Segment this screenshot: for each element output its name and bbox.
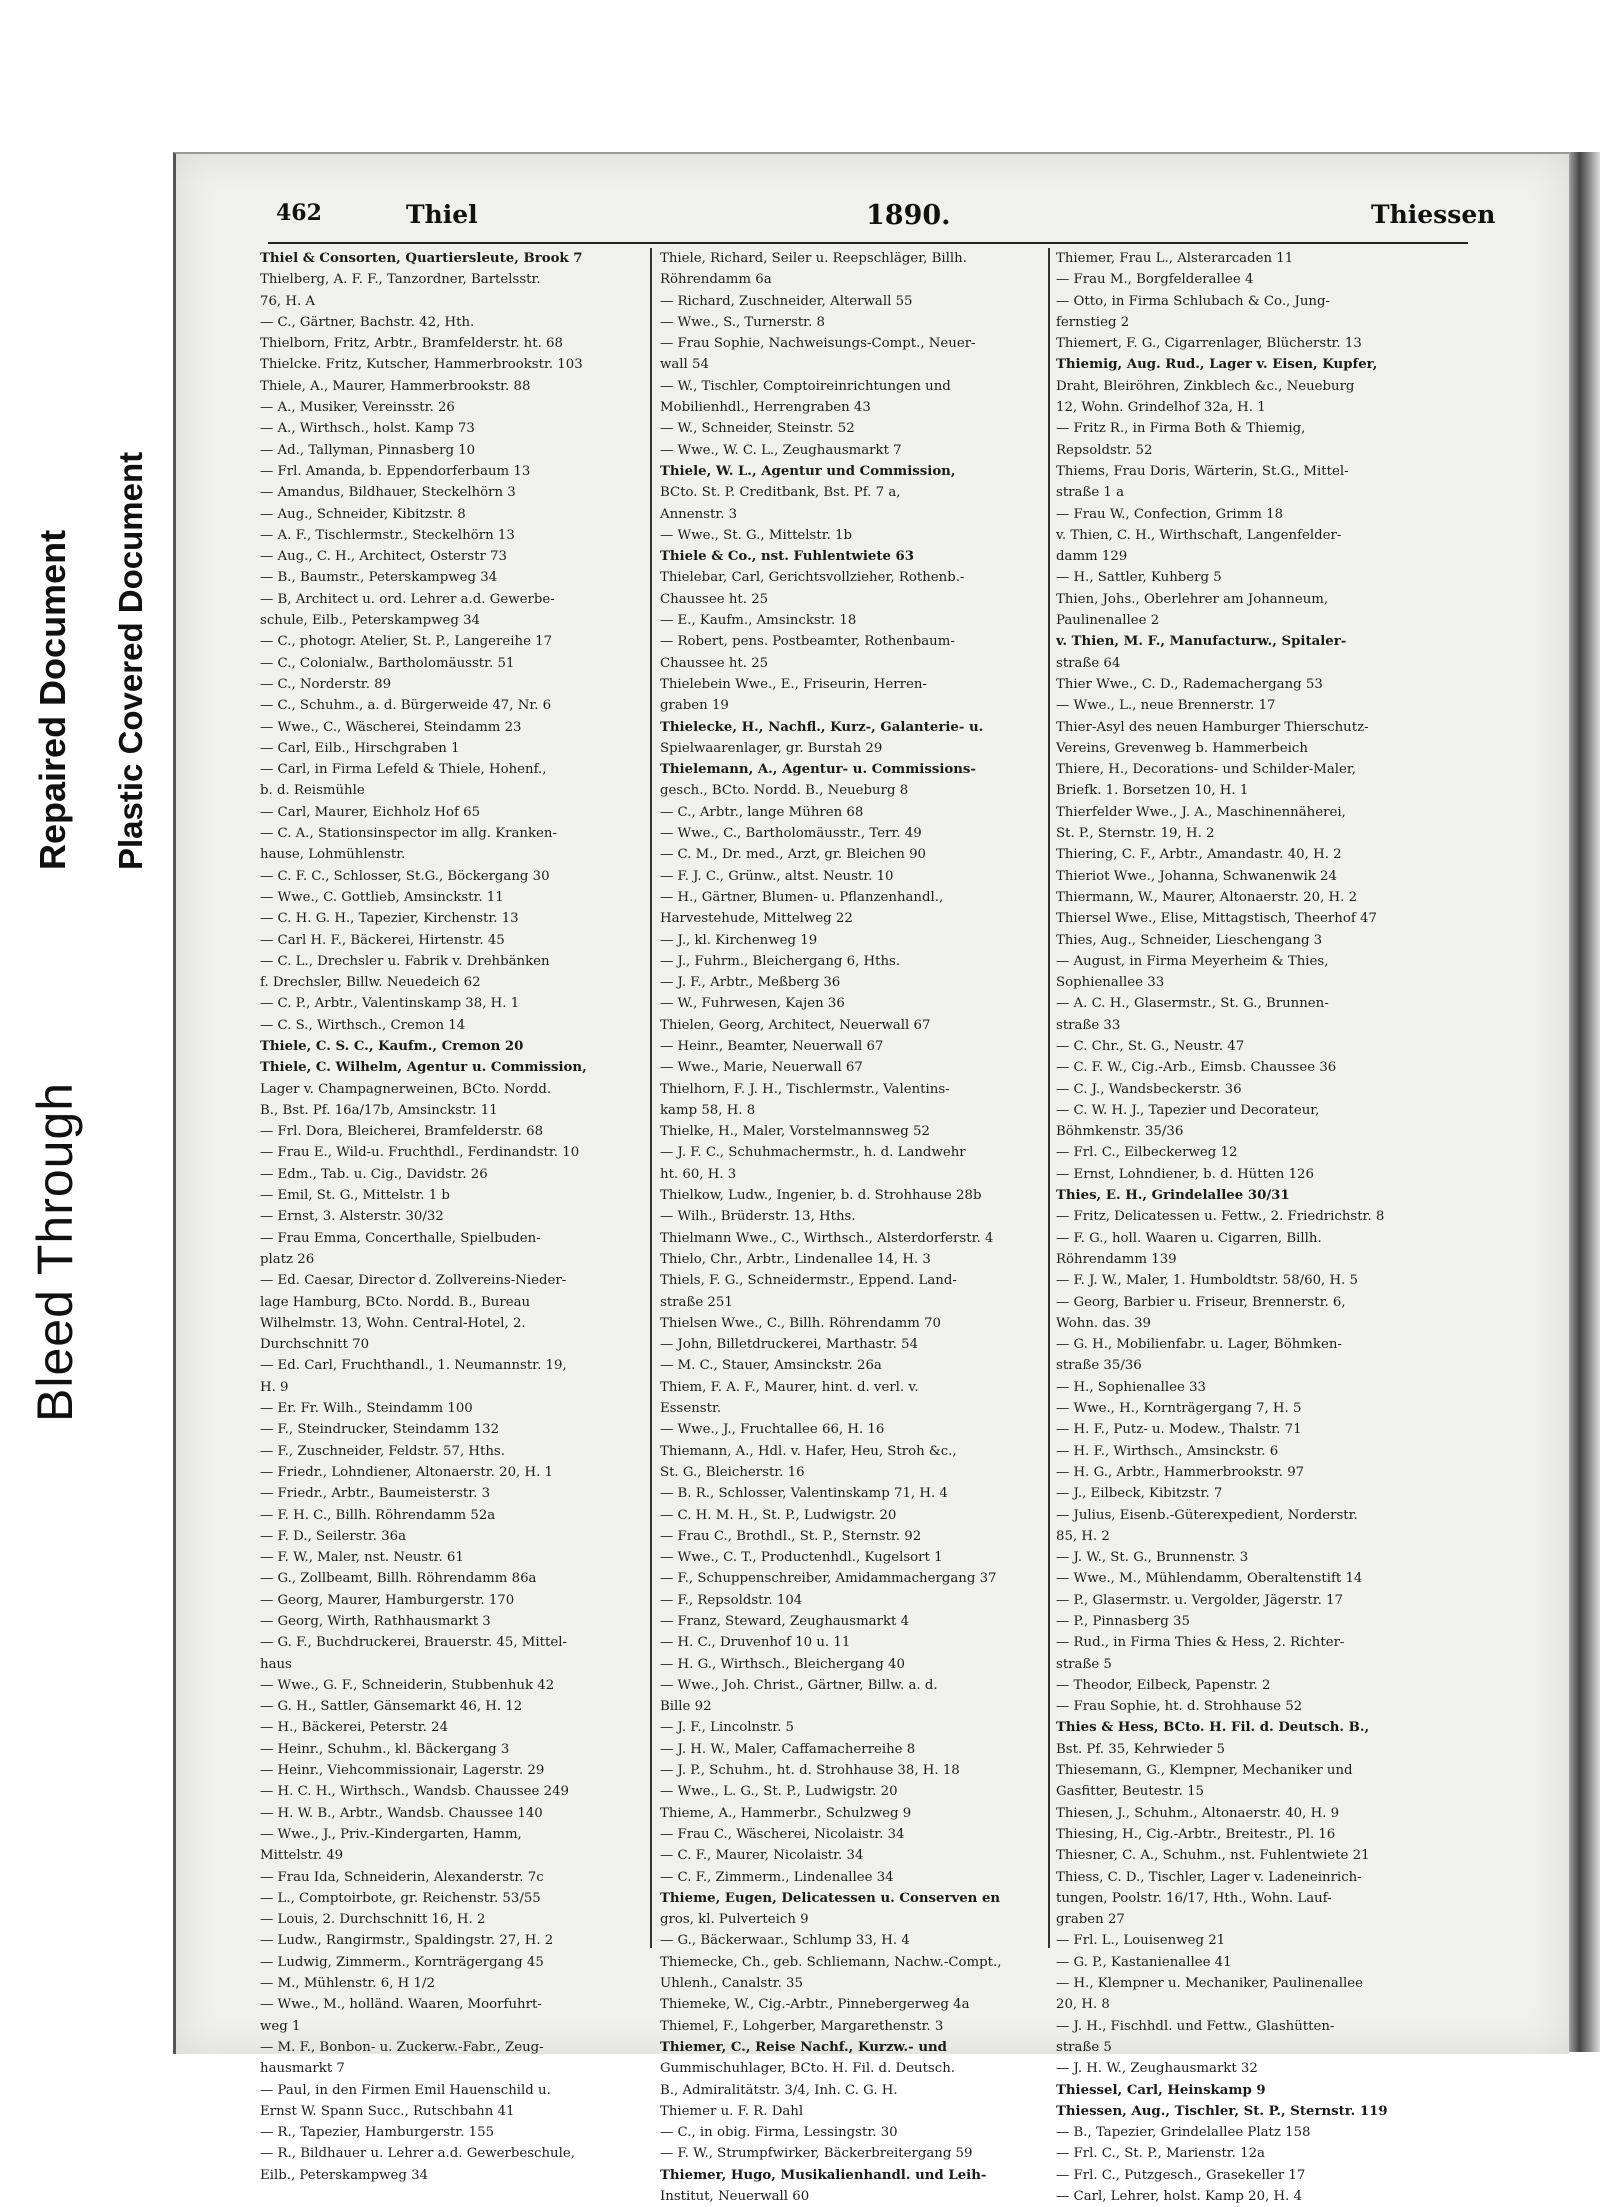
directory-entry: Mittelstr. 49 [260, 1848, 344, 1864]
directory-entry: Bille 92 [660, 1699, 712, 1715]
directory-entry: — Er. Fr. Wilh., Steindamm 100 [260, 1401, 473, 1417]
directory-entry: Röhrendamm 6a [660, 272, 772, 288]
directory-entry: — A., Musiker, Vereinsstr. 26 [260, 400, 455, 416]
directory-entry: — W., Tischler, Comptoireinrichtungen und [660, 378, 951, 394]
directory-entry: — Ludwig, Zimmerm., Kornträgergang 45 [260, 1954, 544, 1970]
directory-entry: — Ernst, 3. Alsterstr. 30/32 [260, 1209, 444, 1225]
directory-entry: — G. P., Kastanienallee 41 [1056, 1954, 1232, 1970]
directory-entry: — Ad., Tallyman, Pinnasberg 10 [260, 442, 476, 458]
directory-entry: — F. G., holl. Waaren u. Cigarren, Billh. [1056, 1230, 1322, 1246]
directory-entry: — Ludw., Rangirmstr., Spaldingstr. 27, H. 2 [260, 1933, 554, 1949]
directory-entry: — H., Sophienallee 33 [1056, 1379, 1206, 1395]
directory-entry: Sophienallee 33 [1056, 975, 1165, 991]
directory-entry: Thielcke. Fritz, Kutscher, Hammerbrookstr. 103 [260, 357, 583, 373]
directory-entry: Thier Wwe., C. D., Rademachergang 53 [1056, 676, 1323, 692]
directory-entry: fernstieg 2 [1056, 314, 1130, 330]
directory-entry: Thiels, F. G., Schneidermstr., Eppend. Land- [660, 1273, 957, 1289]
directory-entry: — H., Bäckerei, Peterstr. 24 [260, 1720, 449, 1736]
directory-entry: — H., Gärtner, Blumen- u. Pflanzenhandl., [660, 889, 944, 905]
directory-entry: Thies, Aug., Schneider, Lieschengang 3 [1056, 932, 1323, 948]
directory-entry: — G., Zollbeamt, Billh. Röhrendamm 86a [260, 1571, 537, 1587]
directory-entry: — Wwe., M., Mühlendamm, Oberaltenstift 14 [1056, 1571, 1363, 1587]
directory-entry: — Wwe., H., Kornträgergang 7, H. 5 [1056, 1401, 1302, 1417]
directory-entry: Thiemer, Hugo, Musikalienhandl. und Leih- [660, 2167, 987, 2183]
directory-entry: Thiesner, C. A., Schuhm., nst. Fuhlentwiete 21 [1056, 1848, 1370, 1864]
directory-entry: Thielborn, Fritz, Arbtr., Bramfelderstr. ht. 68 [260, 336, 563, 352]
directory-entry: — C., in obig. Firma, Lessingstr. 30 [660, 2125, 898, 2141]
directory-entry: Thiemert, F. G., Cigarrenlager, Blücherstr. 13 [1056, 336, 1362, 352]
directory-entry: 20, H. 8 [1056, 1997, 1110, 2013]
directory-entry: — Otto, in Firma Schlubach & Co., Jung- [1056, 293, 1330, 309]
side-labels [0, 0, 170, 2177]
directory-entry: — Frau Sophie, ht. d. Strohhause 52 [1056, 1699, 1303, 1715]
directory-entry: — C. W. H. J., Tapezier und Decorateur, [1056, 1102, 1320, 1118]
directory-entry: Thiems, Frau Doris, Wärterin, St.G., Mittel- [1056, 463, 1349, 479]
directory-entry: — G. H., Sattler, Gänsemarkt 46, H. 12 [260, 1699, 523, 1715]
directory-entry: — Frau Sophie, Nachweisungs-Compt., Neuer- [660, 336, 976, 352]
directory-entry: b. d. Reismühle [260, 783, 365, 799]
directory-entry: — Georg, Barbier u. Friseur, Brennerstr. 6, [1056, 1294, 1346, 1310]
directory-entry: — M. F., Bonbon- u. Zuckerw.-Fabr., Zeug- [260, 2039, 544, 2055]
page-number: 462 [276, 200, 322, 226]
directory-entry: — C., Colonialw., Bartholomäusstr. 51 [260, 655, 515, 671]
directory-entry: — P., Glasermstr. u. Vergolder, Jägerstr. 17 [1056, 1592, 1343, 1608]
directory-entry: Bst. Pf. 35, Kehrwieder 5 [1056, 1741, 1225, 1757]
directory-entry: Thiele, W. L., Agentur und Commission, [660, 463, 956, 479]
directory-entry: — Carl H. F., Bäckerei, Hirtenstr. 45 [260, 932, 505, 948]
directory-entry: — Carl, Maurer, Eichholz Hof 65 [260, 804, 481, 820]
directory-entry: 76, H. A [260, 293, 316, 309]
directory-entry: Thies & Hess, BCto. H. Fil. d. Deutsch. B., [1056, 1720, 1370, 1736]
directory-entry: St. P., Sternstr. 19, H. 2 [1056, 826, 1215, 842]
directory-entry: — Fritz, Delicatessen u. Fettw., 2. Friedrichstr. 8 [1056, 1209, 1385, 1225]
directory-entry: — J., Fuhrm., Bleichergang 6, Hths. [660, 953, 901, 969]
directory-entry: — W., Fuhrwesen, Kajen 36 [660, 996, 845, 1012]
directory-entry: — G., Bäckerwaar., Schlump 33, H. 4 [660, 1933, 910, 1949]
directory-entry: — J. H. W., Maler, Caffamacherreihe 8 [660, 1741, 916, 1757]
directory-entry: — J. P., Schuhm., ht. d. Strohhause 38, H. 18 [660, 1763, 960, 1779]
directory-entry: — H., Sattler, Kuhberg 5 [1056, 570, 1222, 586]
directory-entry: Thielke, H., Maler, Vorstelmannsweg 52 [660, 1124, 930, 1140]
directory-entry: — Frau E., Wild-u. Fruchthdl., Ferdinandstr. 10 [260, 1145, 580, 1161]
directory-entry: — Heinr., Viehcommissionair, Lagerstr. 29 [260, 1763, 545, 1779]
directory-entry: Paulinenallee 2 [1056, 613, 1160, 629]
directory-entry: Ernst W. Spann Succ., Rutschbahn 41 [260, 2103, 515, 2119]
directory-entry: — F. H. C., Billh. Röhrendamm 52a [260, 1507, 496, 1523]
directory-entry: Thiemel, F., Lohgerber, Margarethenstr. 3 [660, 2018, 944, 2034]
directory-entry: Lager v. Champagnerweinen, BCto. Nordd. [260, 1081, 552, 1097]
directory-entry: damm 129 [1056, 549, 1128, 565]
directory-entry: Thiemeke, W., Cig.-Arbtr., Pinnebergerweg 4a [660, 1997, 970, 2013]
directory-entry: straße 5 [1056, 2039, 1112, 2055]
directory-entry: Thiessel, Carl, Heinskamp 9 [1056, 2082, 1266, 2098]
directory-entry: — G. H., Mobilienfabr. u. Lager, Böhmken- [1056, 1337, 1342, 1353]
directory-entry: Thien, Johs., Oberlehrer am Johanneum, [1056, 591, 1329, 607]
directory-entry: — Wwe., C., Wäscherei, Steindamm 23 [260, 719, 522, 735]
directory-entry: Thieme, A., Hammerbr., Schulzweg 9 [660, 1805, 912, 1821]
directory-entry: — F., Zuschneider, Feldstr. 57, Hths. [260, 1443, 505, 1459]
directory-entry: straße 35/36 [1056, 1358, 1142, 1374]
directory-entry: — Georg, Maurer, Hamburgerstr. 170 [260, 1592, 515, 1608]
directory-entry: — Friedr., Arbtr., Baumeisterstr. 3 [260, 1486, 491, 1502]
directory-entry: — Theodor, Eilbeck, Papenstr. 2 [1056, 1677, 1271, 1693]
directory-entry: Eilb., Peterskampweg 34 [260, 2167, 429, 2183]
directory-entry: — B. R., Schlosser, Valentinskamp 71, H. 4 [660, 1486, 948, 1502]
directory-entry: Thielmann Wwe., C., Wirthsch., Alsterdorferstr. 4 [660, 1230, 994, 1246]
directory-entry: St. G., Bleicherstr. 16 [660, 1464, 805, 1480]
directory-column-3 [1056, 248, 1436, 2207]
directory-entry: Thiermann, W., Maurer, Altonaerstr. 20, H. 2 [1056, 889, 1358, 905]
directory-entry: — Carl, in Firma Lefeld & Thiele, Hohenf., [260, 762, 547, 778]
directory-entry: — J. H. W., Zeughausmarkt 32 [1056, 2061, 1258, 2077]
directory-entry: — C. L., Drechsler u. Fabrik v. Drehbänken [260, 953, 550, 969]
directory-entry: — August, in Firma Meyerheim & Thies, [1056, 953, 1329, 969]
directory-entry: Thiele, C. Wilhelm, Agentur u. Commission, [260, 1060, 587, 1076]
directory-entry: Thielsen Wwe., C., Billh. Röhrendamm 70 [660, 1315, 941, 1331]
directory-entry: Thiessen, Aug., Tischler, St. P., Sternstr. 119 [1056, 2103, 1388, 2119]
directory-entry: — B., Baumstr., Peterskampweg 34 [260, 570, 498, 586]
header-left-keyword: Thiel [406, 200, 478, 229]
directory-entry: — F. J. C., Grünw., altst. Neustr. 10 [660, 868, 894, 884]
directory-entry: — J. H., Fischhdl. und Fettw., Glashütten- [1056, 2018, 1335, 2034]
directory-entry: Thiel & Consorten, Quartiersleute, Brook 7 [260, 251, 583, 266]
directory-entry: f. Drechsler, Billw. Neuedeich 62 [260, 975, 481, 991]
directory-entry: Thier-Asyl des neuen Hamburger Thierschutz- [1056, 719, 1369, 735]
directory-entry: — B., Tapezier, Grindelallee Platz 158 [1056, 2125, 1311, 2141]
directory-entry: — F., Repsoldstr. 104 [660, 1592, 803, 1608]
directory-entry: — Georg, Wirth, Rathhausmarkt 3 [260, 1614, 491, 1629]
directory-entry: — J. W., St. G., Brunnenstr. 3 [1056, 1550, 1249, 1566]
directory-entry: — C. F. W., Cig.-Arb., Eimsb. Chaussee 36 [1056, 1060, 1337, 1076]
directory-entry: Chaussee ht. 25 [660, 655, 769, 671]
directory-entry: — Richard, Zuschneider, Alterwall 55 [660, 293, 913, 309]
directory-entry: Essenstr. [660, 1401, 722, 1417]
directory-entry: Briefk. 1. Borsetzen 10, H. 1 [1056, 783, 1249, 799]
directory-entry: Thiemer, C., Reise Nachf., Kurzw.- und [660, 2039, 947, 2055]
directory-entry: Böhmkenstr. 35/36 [1056, 1124, 1184, 1140]
directory-entry: — C. S., Wirthsch., Cremon 14 [260, 1017, 466, 1033]
directory-entry: — Carl, Lehrer, holst. Kamp 20, H. 4 [1056, 2189, 1303, 2205]
directory-entry: 85, H. 2 [1056, 1528, 1110, 1544]
directory-entry: ht. 60, H. 3 [660, 1166, 737, 1182]
directory-entry: — H. G., Wirthsch., Bleichergang 40 [660, 1656, 905, 1672]
directory-entry: — Frau M., Borgfelderallee 4 [1056, 272, 1254, 288]
directory-entry: — J. F., Arbtr., Meßberg 36 [660, 975, 841, 991]
directory-entry: — Ernst, Lohndiener, b. d. Hütten 126 [1056, 1166, 1314, 1182]
directory-entry: — E., Kaufm., Amsinckstr. 18 [660, 613, 857, 629]
directory-entry: — Wwe., St. G., Mittelstr. 1b [660, 527, 853, 543]
directory-entry: Thielen, Georg, Architect, Neuerwall 67 [660, 1017, 931, 1033]
directory-entry: Draht, Bleiröhren, Zinkblech &c., Neueburg [1056, 378, 1355, 394]
directory-entry: Thiering, C. F., Arbtr., Amandastr. 40, H. 2 [1056, 847, 1342, 863]
directory-entry: — J. F., Lincolnstr. 5 [660, 1720, 795, 1736]
directory-entry: Thiele & Co., nst. Fuhlentwiete 63 [660, 549, 915, 565]
directory-entry: Thiele, A., Maurer, Hammerbrookstr. 88 [260, 378, 531, 394]
directory-entry: — C. H. G. H., Tapezier, Kirchenstr. 13 [260, 911, 519, 927]
directory-entry: — Heinr., Schuhm., kl. Bäckergang 3 [260, 1741, 510, 1757]
directory-entry: Spielwaarenlager, gr. Burstah 29 [660, 740, 883, 756]
directory-entry: — M., Mühlenstr. 6, H 1/2 [260, 1976, 435, 1992]
directory-entry: — Ed. Caesar, Director d. Zollvereins-Nieder- [260, 1273, 567, 1289]
directory-entry: Thielecke, H., Nachfl., Kurz-, Galanterie- u. [660, 719, 984, 735]
directory-entry: — Paul, in den Firmen Emil Hauenschild u. [260, 2082, 551, 2098]
directory-entry: Thielo, Chr., Arbtr., Lindenallee 14, H. 3 [660, 1251, 931, 1267]
directory-entry: 12, Wohn. Grindelhof 32a, H. 1 [1056, 400, 1266, 416]
directory-entry: — C. F. C., Schlosser, St.G., Böckergang 30 [260, 868, 550, 884]
directory-entry: — C. P., Arbtr., Valentinskamp 38, H. 1 [260, 996, 520, 1012]
directory-entry: — H. W. B., Arbtr., Wandsb. Chaussee 140 [260, 1805, 543, 1821]
directory-entry: kamp 58, H. 8 [660, 1102, 756, 1118]
directory-entry: Thiesen, J., Schuhm., Altonaerstr. 40, H. 9 [1056, 1805, 1340, 1821]
directory-entry: — A. C. H., Glasermstr., St. G., Brunnen- [1056, 996, 1329, 1012]
directory-entry: — C. F., Zimmerm., Lindenallee 34 [660, 1869, 894, 1885]
directory-entry: — Wwe., J., Fruchtallee 66, H. 16 [660, 1422, 885, 1438]
directory-entry: straße 5 [1056, 1656, 1112, 1672]
directory-entry: — Wwe., L. G., St. P., Ludwigstr. 20 [660, 1784, 898, 1800]
directory-entry: Chaussee ht. 25 [660, 591, 769, 607]
directory-entry: — F. W., Strumpfwirker, Bäckerbreitergang 59 [660, 2146, 973, 2162]
directory-entry: — C., Schuhm., a. d. Bürgerweide 47, Nr. 6 [260, 698, 552, 714]
directory-entry: — F., Schuppenschreiber, Amidammachergang 37 [660, 1571, 997, 1587]
directory-entry: Durchschnitt 70 [260, 1337, 370, 1353]
directory-entry: tungen, Poolstr. 16/17, Hth., Wohn. Lauf- [1056, 1890, 1332, 1906]
directory-entry: — Rud., in Firma Thies & Hess, 2. Richter- [1056, 1635, 1345, 1651]
directory-entry: Thieme, Eugen, Delicatessen u. Conserven en [660, 1890, 1001, 1906]
directory-column-2 [660, 248, 1040, 2207]
directory-entry: Thielebar, Carl, Gerichtsvollzieher, Rothenb.- [660, 570, 965, 586]
directory-entry: — Wwe., L., neue Brennerstr. 17 [1056, 698, 1276, 714]
directory-entry: Thiem, F. A. F., Maurer, hint. d. verl. v. [660, 1379, 919, 1395]
directory-entry: — Frl. L., Louisenweg 21 [1056, 1933, 1226, 1949]
directory-entry: — C. A., Stationsinspector im allg. Kranken- [260, 826, 557, 842]
directory-entry: haus [260, 1656, 292, 1672]
directory-entry: — C., Norderstr. 89 [260, 676, 392, 692]
label-repaired-document: Repaired Document [32, 529, 73, 870]
column-divider [650, 248, 652, 1948]
directory-entry: Thiemann, A., Hdl. v. Hafer, Heu, Stroh &c., [660, 1443, 957, 1459]
directory-entry: — W., Schneider, Steinstr. 52 [660, 421, 855, 437]
directory-entry: — J., kl. Kirchenweg 19 [660, 932, 818, 948]
directory-entry: — Frl. C., St. P., Marienstr. 12a [1056, 2146, 1265, 2162]
directory-entry: — C. F., Maurer, Nicolaistr. 34 [660, 1848, 864, 1864]
directory-entry: — Julius, Eisenb.-Güterexpedient, Norderstr. [1056, 1507, 1358, 1523]
directory-entry: straße 33 [1056, 1017, 1121, 1033]
directory-entry: Gummischuhlager, BCto. H. Fil. d. Deutsch. [660, 2061, 955, 2077]
directory-entry: — Robert, pens. Postbeamter, Rothenbaum- [660, 634, 955, 650]
directory-entry: gros, kl. Pulverteich 9 [660, 1912, 809, 1928]
directory-entry: straße 1 a [1056, 485, 1125, 501]
directory-entry: — Heinr., Beamter, Neuerwall 67 [660, 1038, 884, 1054]
directory-entry: — J., Eilbeck, Kibitzstr. 7 [1056, 1486, 1223, 1502]
directory-entry: Harvestehude, Mittelweg 22 [660, 911, 853, 927]
directory-entry: — L., Comptoirbote, gr. Reichenstr. 53/55 [260, 1890, 541, 1906]
directory-entry: — A., Wirthsch., holst. Kamp 73 [260, 421, 475, 437]
directory-entry: Repsoldstr. 52 [1056, 442, 1153, 458]
directory-entry: Thiemer, Frau L., Alsterarcaden 11 [1056, 251, 1294, 266]
directory-entry: — Wwe., G. F., Schneiderin, Stubbenhuk 42 [260, 1677, 555, 1693]
directory-entry: Institut, Neuerwall 60 [660, 2189, 810, 2205]
directory-entry: — Ed. Carl, Fruchthandl., 1. Neumannstr. 19, [260, 1358, 567, 1374]
scanned-page [173, 152, 1569, 2205]
page-header [276, 200, 1496, 244]
directory-entry: Thiesemann, G., Klempner, Mechaniker und [1056, 1763, 1353, 1779]
directory-entry: — C. H. M. H., St. P., Ludwigstr. 20 [660, 1507, 897, 1523]
directory-entry: Thielhorn, F. J. H., Tischlermstr., Valentins- [660, 1081, 950, 1097]
directory-entry: — Aug., Schneider, Kibitzstr. 8 [260, 506, 466, 522]
directory-entry: — Wwe., M., holländ. Waaren, Moorfuhrt- [260, 1997, 542, 2013]
directory-entry: Thielberg, A. F. F., Tanzordner, Bartelsstr. [260, 272, 541, 288]
directory-entry: — M. C., Stauer, Amsinckstr. 26a [660, 1358, 882, 1374]
directory-entry: — John, Billetdruckerei, Marthastr. 54 [660, 1337, 919, 1353]
label-plastic-covered-document: Plastic Covered Document [112, 451, 149, 870]
directory-entry: — Frau Emma, Concerthalle, Spielbuden- [260, 1230, 541, 1246]
directory-entry: — Aug., C. H., Architect, Osterstr 73 [260, 549, 507, 565]
directory-entry: — C., photogr. Atelier, St. P., Langereihe 17 [260, 634, 553, 650]
directory-entry: — F. D., Seilerstr. 36a [260, 1528, 407, 1544]
header-rule [268, 242, 1468, 244]
directory-entry: — B, Architect u. ord. Lehrer a.d. Gewerbe- [260, 591, 555, 607]
directory-entry: Thieriot Wwe., Johanna, Schwanenwik 24 [1056, 868, 1337, 884]
directory-column-1 [260, 248, 640, 2186]
directory-entry: Thiesing, H., Cig.-Arbtr., Breitestr., Pl. 16 [1056, 1826, 1336, 1842]
directory-entry: straße 64 [1056, 655, 1121, 671]
directory-entry: gesch., BCto. Nordd. B., Neueburg 8 [660, 783, 909, 799]
label-bleed-through: Bleed Through [27, 1081, 83, 1422]
directory-entry: Annenstr. 3 [660, 506, 738, 522]
directory-entry: — Frl. Amanda, b. Eppendorferbaum 13 [260, 463, 531, 479]
adjacent-page-edge [1566, 152, 1600, 2052]
directory-entry: lage Hamburg, BCto. Nordd. B., Bureau [260, 1294, 531, 1310]
directory-entry: — C. Chr., St. G., Neustr. 47 [1056, 1038, 1245, 1054]
directory-entry: — H., Klempner u. Mechaniker, Paulinenallee [1056, 1976, 1364, 1992]
directory-entry: — C., Gärtner, Bachstr. 42, Hth. [260, 314, 475, 330]
directory-entry: H. 9 [260, 1379, 289, 1395]
directory-entry: — Wwe., C. T., Productenhdl., Kugelsort 1 [660, 1550, 943, 1566]
directory-entry: — Wwe., J., Priv.-Kindergarten, Hamm, [260, 1826, 522, 1842]
directory-entry: — Wwe., S., Turnerstr. 8 [660, 314, 825, 330]
directory-entry: — A. F., Tischlermstr., Steckelhörn 13 [260, 527, 515, 543]
directory-entry: — Wwe., Joh. Christ., Gärtner, Billw. a. d. [660, 1677, 938, 1693]
directory-entry: weg 1 [260, 2018, 301, 2034]
directory-entry: — Carl, Eilb., Hirschgraben 1 [260, 740, 460, 756]
directory-entry: Uhlenh., Canalstr. 35 [660, 1976, 803, 1992]
directory-entry: — C. M., Dr. med., Arzt, gr. Bleichen 90 [660, 847, 927, 863]
directory-entry: v. Thien, C. H., Wirthschaft, Langenfelder- [1056, 527, 1342, 543]
directory-entry: straße 251 [660, 1294, 733, 1310]
directory-entry: — Franz, Steward, Zeughausmarkt 4 [660, 1614, 910, 1629]
column-divider [1048, 248, 1050, 1948]
directory-entry: Vereins, Grevenweg b. Hammerbeich [1056, 740, 1308, 756]
directory-entry: — G. F., Buchdruckerei, Brauerstr. 45, Mittel- [260, 1635, 567, 1651]
directory-entry: — Amandus, Bildhauer, Steckelhörn 3 [260, 485, 516, 501]
directory-entry: — H. G., Arbtr., Hammerbrookstr. 97 [1056, 1464, 1305, 1480]
directory-entry: — H. F., Putz- u. Modew., Thalstr. 71 [1056, 1422, 1302, 1438]
directory-entry: B., Bst. Pf. 16a/17b, Amsinckstr. 11 [260, 1102, 498, 1118]
directory-entry: — C. J., Wandsbeckerstr. 36 [1056, 1081, 1242, 1097]
header-right-keyword: Thiessen [1371, 200, 1496, 229]
directory-entry: Thiemer u. F. R. Dahl [660, 2103, 804, 2119]
directory-entry: Mobilienhdl., Herrengraben 43 [660, 400, 871, 416]
directory-entry: Thies, E. H., Grindelallee 30/31 [1056, 1188, 1290, 1204]
directory-entry: Thiele, C. S. C., Kaufm., Cremon 20 [260, 1038, 524, 1054]
directory-entry: — Frau C., Wäscherei, Nicolaistr. 34 [660, 1826, 905, 1842]
directory-entry: Thiele, Richard, Seiler u. Reepschläger, Billh. [660, 251, 967, 266]
directory-entry: schule, Eilb., Peterskampweg 34 [260, 613, 481, 629]
directory-entry: — Wwe., Marie, Neuerwall 67 [660, 1060, 863, 1076]
directory-entry: — F. W., Maler, nst. Neustr. 61 [260, 1550, 464, 1566]
directory-entry: — Wwe., W. C. L., Zeughausmarkt 7 [660, 442, 902, 458]
directory-entry: Wilhelmstr. 13, Wohn. Central-Hotel, 2. [260, 1315, 526, 1331]
directory-entry: graben 27 [1056, 1912, 1125, 1928]
directory-entry: Thiemecke, Ch., geb. Schliemann, Nachw.-Compt., [660, 1954, 1002, 1970]
directory-entry: — Friedr., Lohndiener, Altonaerstr. 20, H. 1 [260, 1464, 554, 1480]
header-year: 1890. [866, 200, 951, 231]
directory-entry: Thielemann, A., Agentur- u. Commissions- [660, 762, 976, 778]
directory-entry: Thielebein Wwe., E., Friseurin, Herren- [660, 676, 927, 692]
directory-entry: — Frl. C., Putzgesch., Grasekeller 17 [1056, 2167, 1306, 2183]
directory-entry: — F., Steindrucker, Steindamm 132 [260, 1422, 500, 1438]
directory-entry: — Frau Ida, Schneiderin, Alexanderstr. 7c [260, 1869, 544, 1885]
directory-entry: wall 54 [660, 357, 709, 373]
directory-entry: v. Thien, M. F., Manufacturw., Spitaler- [1056, 634, 1347, 650]
directory-entry: Röhrendamm 139 [1056, 1251, 1177, 1267]
directory-entry: — Emil, St. G., Mittelstr. 1 b [260, 1188, 450, 1204]
directory-entry: — Edm., Tab. u. Cig., Davidstr. 26 [260, 1166, 488, 1182]
directory-entry: — Wwe., C. Gottlieb, Amsinckstr. 11 [260, 889, 504, 905]
directory-entry: B., Admiralitätstr. 3/4, Inh. C. G. H. [660, 2082, 898, 2098]
directory-entry: — Frl. Dora, Bleicherei, Bramfelderstr. 68 [260, 1124, 544, 1140]
directory-entry: Thiess, C. D., Tischler, Lager v. Ladeneinrich- [1056, 1869, 1362, 1885]
directory-entry: graben 19 [660, 698, 729, 714]
directory-entry: — Fritz R., in Firma Both & Thiemig, [1056, 421, 1306, 437]
directory-entry: — R., Bildhauer u. Lehrer a.d. Gewerbeschule, [260, 2146, 575, 2162]
directory-entry: Thiere, H., Decorations- und Schilder-Maler, [1056, 762, 1356, 778]
directory-entry: Gasfitter, Beutestr. 15 [1056, 1784, 1204, 1800]
directory-entry: hause, Lohmühlenstr. [260, 847, 406, 863]
directory-entry: — H. C. H., Wirthsch., Wandsb. Chaussee 249 [260, 1784, 569, 1800]
directory-entry: — F. J. W., Maler, 1. Humboldtstr. 58/60, H. 5 [1056, 1273, 1359, 1289]
directory-entry: Wohn. das. 39 [1056, 1315, 1151, 1331]
directory-entry: hausmarkt 7 [260, 2061, 345, 2077]
directory-entry: Thielkow, Ludw., Ingenier, b. d. Strohhause 28b [660, 1188, 982, 1204]
directory-entry: — Frl. C., Eilbeckerweg 12 [1056, 1145, 1238, 1161]
directory-entry: Thiersel Wwe., Elise, Mittagstisch, Theerhof 47 [1056, 911, 1377, 927]
directory-entry: BCto. St. P. Creditbank, Bst. Pf. 7 a, [660, 485, 901, 501]
directory-entry: Thierfelder Wwe., J. A., Maschinennäherei, [1056, 804, 1346, 820]
directory-entry: platz 26 [260, 1251, 315, 1267]
directory-entry: Thiemig, Aug. Rud., Lager v. Eisen, Kupfer, [1056, 357, 1378, 373]
directory-entry: — P., Pinnasberg 35 [1056, 1614, 1190, 1629]
directory-entry: — Frau W., Confection, Grimm 18 [1056, 506, 1284, 522]
directory-entry: — H. C., Druvenhof 10 u. 11 [660, 1635, 851, 1651]
directory-entry: — C., Arbtr., lange Mühren 68 [660, 804, 864, 820]
directory-entry: — Wwe., C., Bartholomäusstr., Terr. 49 [660, 826, 922, 842]
directory-entry: — R., Tapezier, Hamburgerstr. 155 [260, 2125, 495, 2141]
directory-entry: — Wilh., Brüderstr. 13, Hths. [660, 1209, 856, 1225]
directory-entry: — J. F. C., Schuhmachermstr., h. d. Landwehr [660, 1145, 966, 1161]
directory-entry: — Frau C., Brothdl., St. P., Sternstr. 92 [660, 1528, 922, 1544]
directory-entry: — H. F., Wirthsch., Amsinckstr. 6 [1056, 1443, 1279, 1459]
directory-entry: — Louis, 2. Durchschnitt 16, H. 2 [260, 1912, 486, 1928]
